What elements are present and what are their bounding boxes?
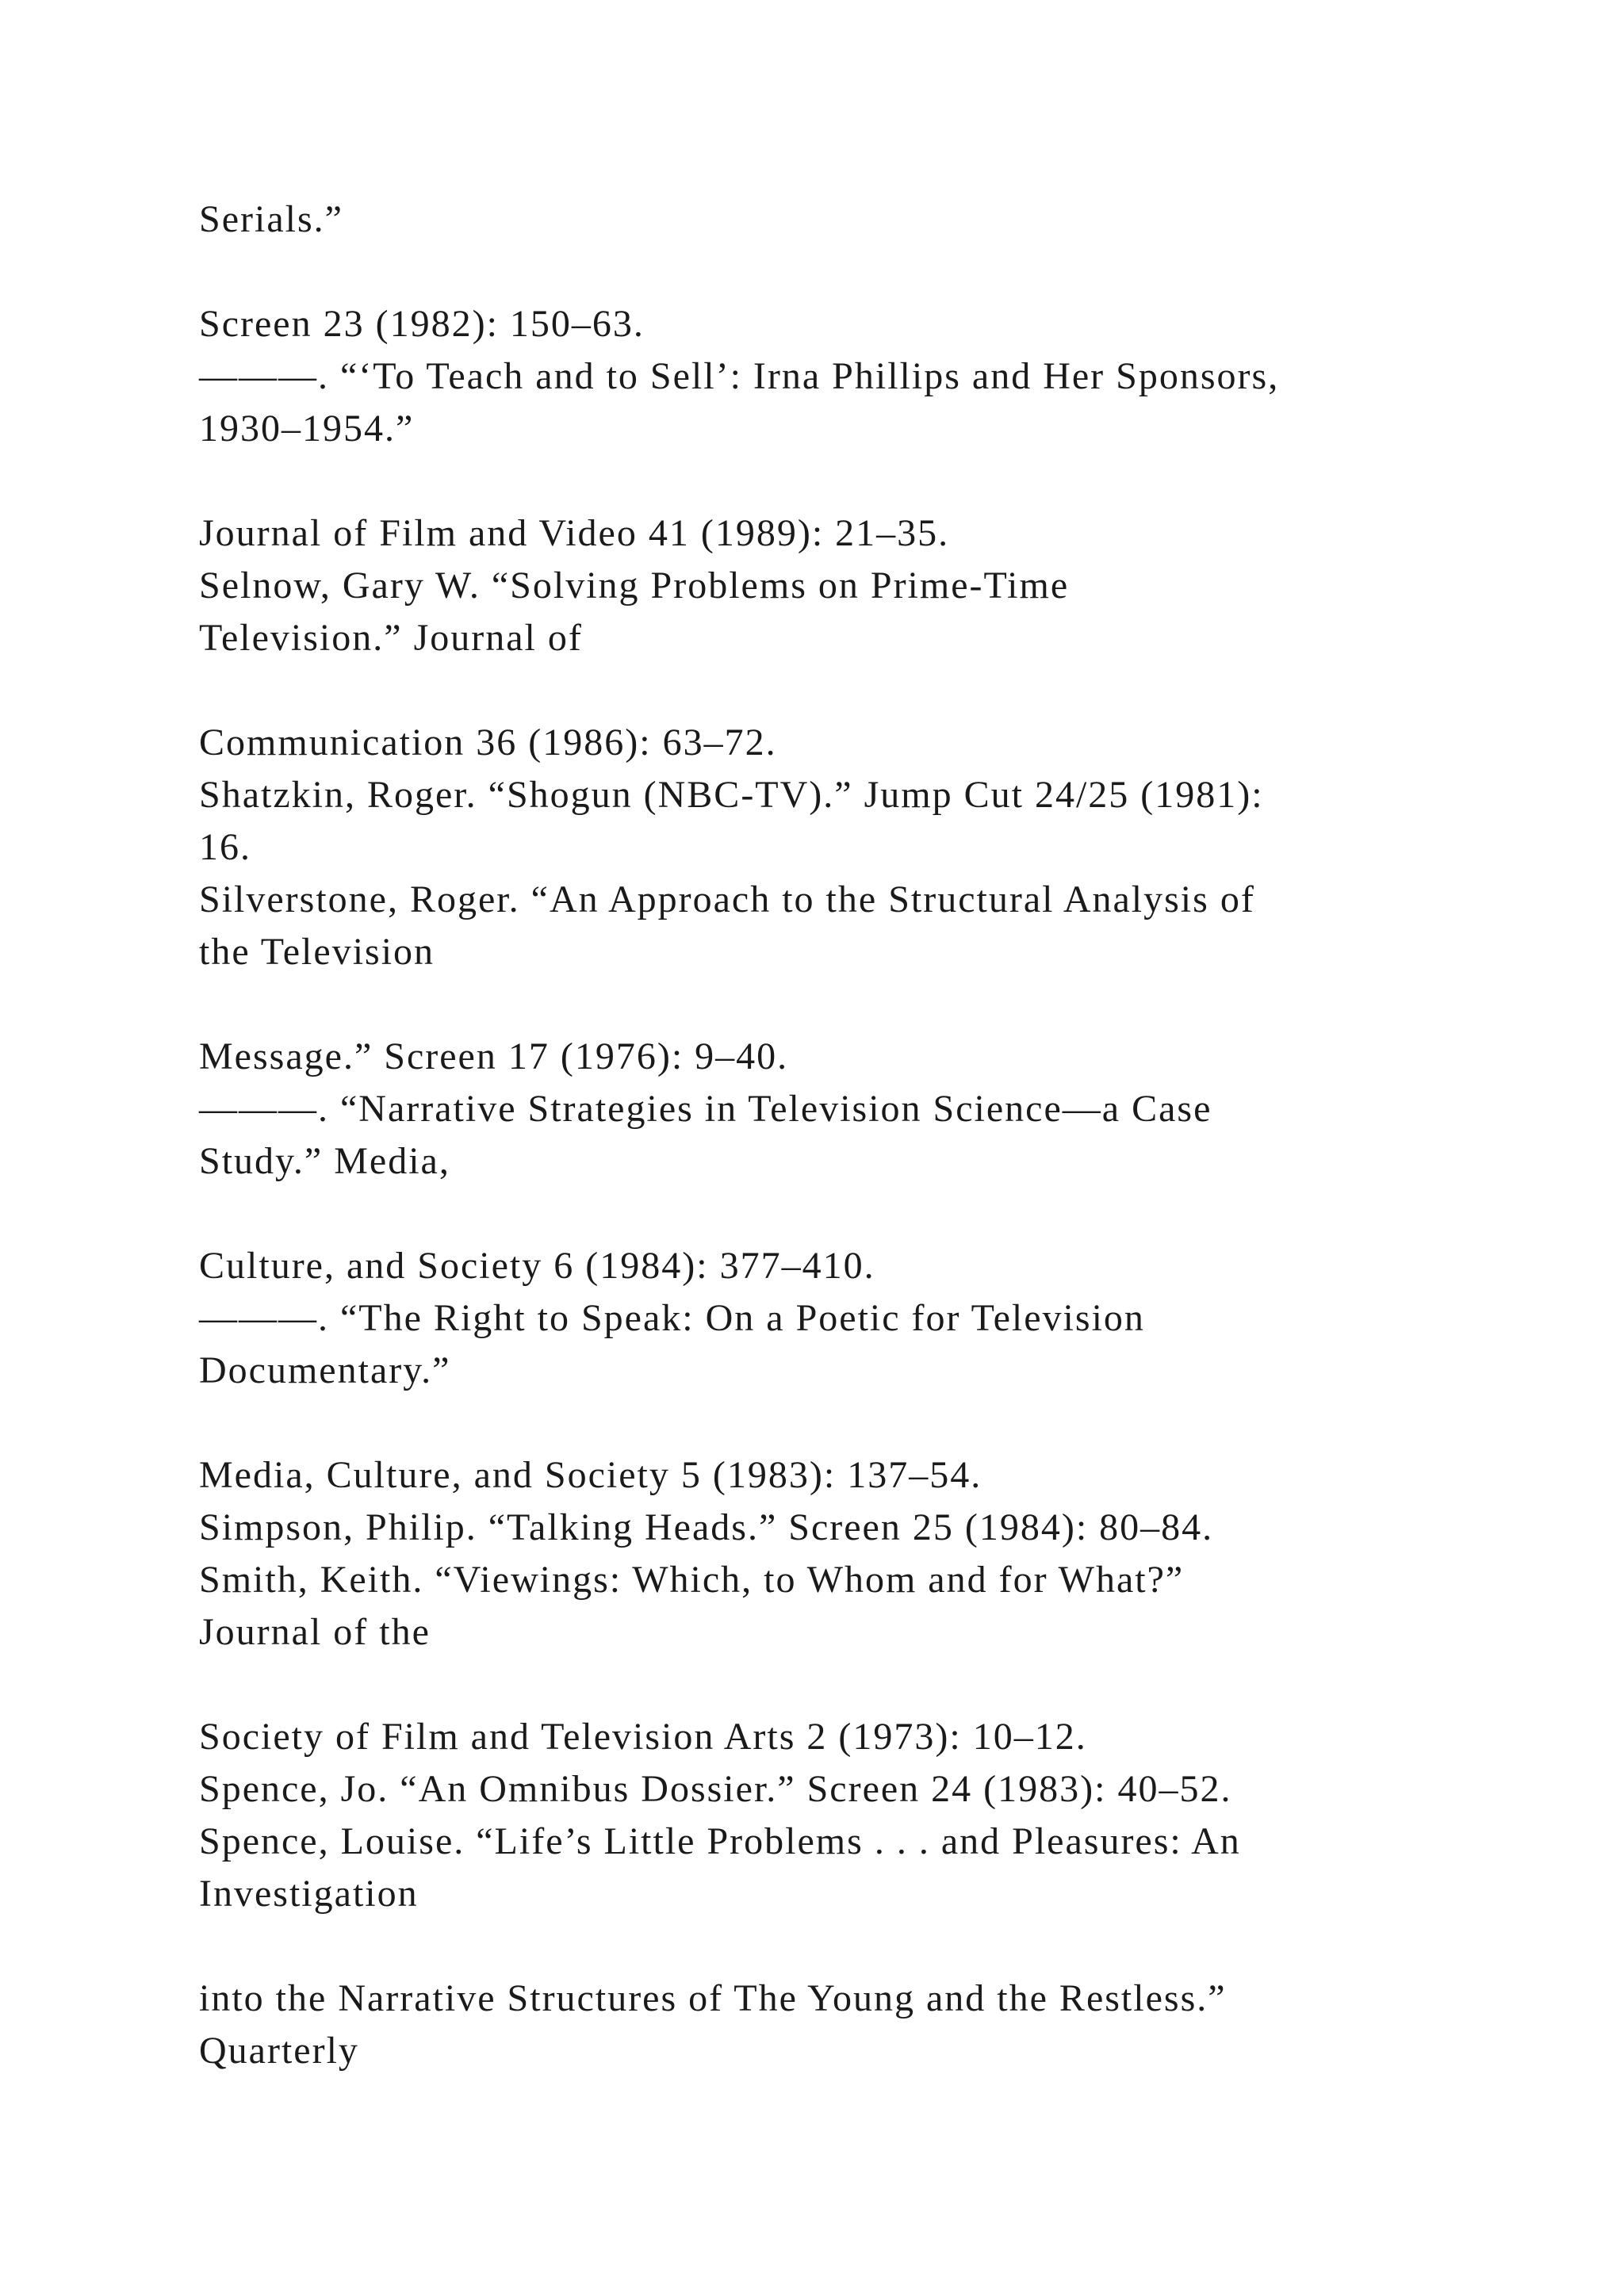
text-line: into the Narrative Structures of The Young and the Restless.” — [199, 1977, 1227, 2019]
line-gap — [199, 1397, 1500, 1449]
text-line: Screen 23 (1982): 150–63. — [199, 303, 645, 345]
text-line: Spence, Louise. “Life’s Little Problems . . . and Pleasures: An — [199, 1820, 1241, 1862]
text-line: Documentary.” — [199, 1349, 451, 1391]
text-line: ———. “‘To Teach and to Sell’: Irna Phillips and Her Sponsors, — [199, 355, 1280, 397]
text-line: Smith, Keith. “Viewings: Which, to Whom and for What?” — [199, 1559, 1185, 1601]
text-line: Media, Culture, and Society 5 (1983): 137–54. — [199, 1454, 982, 1496]
line-gap — [199, 1188, 1500, 1240]
text-line: Society of Film and Television Arts 2 (1973): 10–12. — [199, 1716, 1087, 1758]
text-line: Quarterly — [199, 2030, 359, 2072]
text-line: Journal of Film and Video 41 (1989): 21–35. — [199, 512, 950, 554]
text-line: Serials.” — [199, 198, 343, 240]
line-gap — [199, 978, 1500, 1031]
text-line: Spence, Jo. “An Omnibus Dossier.” Screen 24 (1983): 40–52. — [199, 1768, 1232, 1810]
line-gap — [199, 1920, 1500, 1973]
text-line: Journal of the — [199, 1611, 431, 1653]
bibliography-text — [199, 193, 1500, 2077]
text-line: Investigation — [199, 1873, 419, 1915]
text-line: 1930–1954.” — [199, 408, 415, 450]
line-gap — [199, 1659, 1500, 1711]
line-gap — [199, 664, 1500, 717]
text-line: 16. — [199, 826, 251, 868]
text-line: Study.” Media, — [199, 1140, 450, 1182]
text-line: Message.” Screen 17 (1976): 9–40. — [199, 1035, 789, 1077]
text-line: Television.” Journal of — [199, 617, 583, 659]
text-line: Silverstone, Roger. “An Approach to the Structural Analysis of — [199, 878, 1255, 920]
line-gap — [199, 455, 1500, 507]
text-line: Communication 36 (1986): 63–72. — [199, 721, 777, 763]
text-line: Simpson, Philip. “Talking Heads.” Screen 25 (1984): 80–84. — [199, 1506, 1214, 1548]
text-line: Shatzkin, Roger. “Shogun (NBC-TV).” Jump Cut 24/25 (1981): — [199, 774, 1264, 816]
text-line: Culture, and Society 6 (1984): 377–410. — [199, 1245, 875, 1287]
text-line: ———. “The Right to Speak: On a Poetic for Television — [199, 1297, 1145, 1339]
text-line: ———. “Narrative Strategies in Television Science—a Case — [199, 1088, 1212, 1130]
line-gap — [199, 246, 1500, 298]
text-line: the Television — [199, 931, 435, 973]
text-line: Selnow, Gary W. “Solving Problems on Prime-Time — [199, 564, 1070, 607]
